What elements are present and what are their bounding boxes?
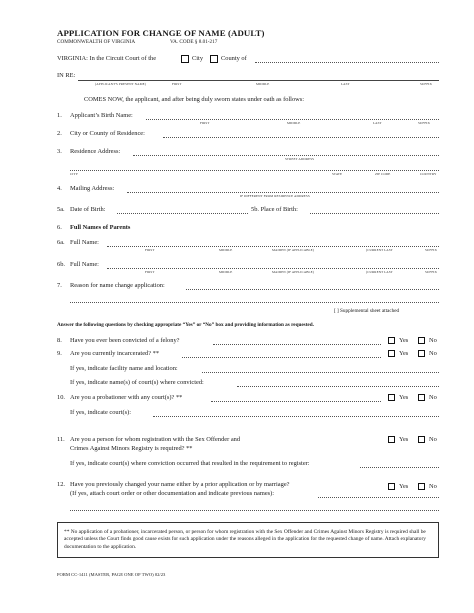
caption-first: FIRST: [200, 121, 210, 125]
caption-country: COUNTRY: [420, 172, 437, 176]
q9-leader: [182, 357, 381, 358]
yes-label: Yes: [399, 337, 409, 344]
caption-first: FIRST: [172, 82, 182, 86]
caption-current-last: (CURRENT LAST: [366, 248, 393, 252]
caption-first: FIRST: [145, 248, 155, 252]
city-label: City: [192, 55, 204, 62]
q9-no-checkbox[interactable]: [418, 350, 425, 357]
residence-street-field[interactable]: [133, 155, 439, 156]
q10-num: 10.: [57, 394, 65, 401]
previous-names-field-2[interactable]: [70, 510, 439, 511]
q10-yes-checkbox[interactable]: [388, 394, 395, 401]
q9b-text: If yes, indicate name(s) of court(s) where convicted:: [70, 379, 204, 386]
q12-yes-checkbox[interactable]: [388, 483, 395, 490]
q11-text-line-1: Are you a person for whom registration with the Sex Offender and: [70, 436, 241, 443]
in-re-label: IN RE:: [57, 72, 76, 79]
mailing-address-field[interactable]: [127, 192, 439, 193]
comes-now-text: COMES NOW, the applicant, and after being duly sworn states under oath as follows:: [84, 96, 305, 103]
convicting-court-field[interactable]: [237, 386, 439, 387]
probation-court-field[interactable]: [153, 416, 439, 417]
item-5a-num: 5a.: [57, 206, 65, 213]
caption-middle: MIDDLE: [219, 248, 233, 252]
residence-city-field[interactable]: [70, 170, 439, 171]
caption-city: CITY: [70, 172, 79, 176]
commonwealth-label: COMMONWEALTH OF VIRGINIA: [57, 39, 136, 45]
no-label: No: [429, 436, 437, 443]
yes-label: Yes: [399, 350, 409, 357]
q8-leader: [213, 344, 381, 345]
caption-current-last: (CURRENT LAST: [366, 270, 393, 274]
caption-middle: MIDDLE: [256, 82, 270, 86]
court-prefix: VIRGINIA: In the Circuit Court of the: [57, 55, 157, 62]
q12-num: 12.: [57, 481, 65, 488]
item-1-label: Applicant’s Birth Name:: [70, 112, 133, 119]
item-6-label: Full Names of Parents: [70, 224, 131, 231]
item-6-num: 6.: [57, 224, 62, 231]
q12-text-line-2: (If yes, attach court order or other documentation and indicate previous names):: [70, 490, 275, 497]
form-footer: FORM CC-1411 (MASTER, PAGE ONE OF TWO) 02/23: [57, 572, 166, 577]
q8-yes-checkbox[interactable]: [388, 337, 395, 344]
place-of-birth-field[interactable]: [310, 213, 439, 214]
va-code-label: VA. CODE § 8.01-217: [170, 39, 218, 45]
yes-label: Yes: [399, 436, 409, 443]
caption-last: LAST: [341, 82, 350, 86]
item-7-label: Reason for name change application:: [70, 282, 165, 289]
instructions-text: Answer the following questions by checking appropriate “Yes” or “No” box and providing information as requested.: [57, 322, 314, 328]
q10-no-checkbox[interactable]: [418, 394, 425, 401]
item-2-num: 2.: [57, 130, 62, 137]
no-label: No: [429, 394, 437, 401]
q8-no-checkbox[interactable]: [418, 337, 425, 344]
parent-b-name-field[interactable]: [107, 268, 439, 269]
item-4-num: 4.: [57, 185, 62, 192]
q9-yes-checkbox[interactable]: [388, 350, 395, 357]
q11-yes-checkbox[interactable]: [388, 436, 395, 443]
caption-mailing: IF DIFFERENT FROM RESIDENCE ADDRESS: [240, 194, 310, 198]
birth-name-field[interactable]: [146, 119, 439, 120]
item-6a-num: 6a.: [57, 239, 65, 246]
in-re-name-field[interactable]: [78, 80, 439, 81]
q11a-text: If yes, indicate court(s) where conviction occurred that resulted in the requirement to register:: [70, 460, 310, 467]
item-3-label: Residence Address:: [70, 148, 121, 155]
item-6b-label: Full Name:: [70, 261, 99, 268]
parent-a-name-field[interactable]: [107, 246, 439, 247]
caption-suffix: SUFFIX: [425, 248, 437, 252]
q9-num: 9.: [57, 350, 62, 357]
q8-text: Have you ever been convicted of a felony?: [70, 337, 180, 344]
item-5a-label: Date of Birth:: [70, 206, 106, 213]
caption-maiden: MAIDEN (IF APPLICABLE): [272, 270, 314, 274]
q9a-text: If yes, indicate facility name and location:: [70, 365, 178, 372]
item-6b-num: 6b.: [57, 261, 65, 268]
reason-field-line-1[interactable]: [186, 289, 439, 290]
county-checkbox[interactable]: [210, 55, 218, 63]
probationer-note-text: ** No application of a probationer, incarcerated person, or person for whom registration with the Sex Offender and Crimes Against Minors Registry is required shall be accepted unless the Court finds good cause exists for such application under the reasons alleged in the application for the requested change of name. Attach explanatory documentation to the application.: [64, 529, 426, 550]
caption-maiden: MAIDEN (IF APPLICABLE): [272, 248, 314, 252]
form-title: APPLICATION FOR CHANGE OF NAME (ADULT): [57, 28, 265, 38]
item-1-num: 1.: [57, 112, 62, 119]
item-5b-label: 5b. Place of Birth:: [251, 206, 298, 213]
q12-text-line-1: Have you previously changed your name either by a prior application or by marriage?: [70, 481, 290, 488]
q11-text-line-2: Crimes Against Minors Registry is required? **: [70, 445, 193, 452]
item-6a-label: Full Name:: [70, 239, 99, 246]
no-label: No: [429, 350, 437, 357]
reason-field-line-2[interactable]: [70, 302, 439, 303]
q12-no-checkbox[interactable]: [418, 483, 425, 490]
item-3-num: 3.: [57, 148, 62, 155]
q9-text: Are you currently incarcerated? **: [70, 350, 160, 357]
yes-label: Yes: [399, 394, 409, 401]
city-checkbox[interactable]: [181, 55, 189, 63]
caption-zip: ZIP CODE: [375, 172, 391, 176]
caption-suffix: SUFFIX: [425, 270, 437, 274]
date-of-birth-field[interactable]: [117, 213, 248, 214]
no-label: No: [429, 483, 437, 490]
caption-suffix: SUFFIX: [418, 121, 430, 125]
court-name-field[interactable]: [255, 62, 439, 63]
item-2-label: City or County of Residence:: [70, 130, 145, 137]
caption-middle: MIDDLE: [287, 121, 301, 125]
yes-label: Yes: [399, 483, 409, 490]
item-7-num: 7.: [57, 282, 62, 289]
caption-first: FIRST: [145, 270, 155, 274]
item-4-label: Mailing Address:: [70, 185, 115, 192]
supplemental-sheet-checkbox[interactable]: [ ] Supplemental sheet attached: [334, 308, 400, 314]
q11-no-checkbox[interactable]: [418, 436, 425, 443]
q10a-text: If yes, indicate court(s):: [70, 409, 132, 416]
previous-names-field-1[interactable]: [318, 497, 439, 498]
probationer-note-box: [57, 522, 439, 558]
county-label: County of: [221, 55, 247, 62]
q8-num: 8.: [57, 337, 62, 344]
residence-locality-field[interactable]: [163, 137, 439, 138]
facility-field[interactable]: [202, 372, 439, 373]
no-label: No: [429, 337, 437, 344]
caption-present-name: (APPLICANT'S PRESENT NAME): [95, 82, 146, 86]
caption-middle: MIDDLE: [219, 270, 233, 274]
q11-num: 11.: [57, 436, 65, 443]
caption-street-address: STREET ADDRESS: [285, 157, 315, 161]
q10-leader: [211, 401, 381, 402]
caption-state: STATE: [332, 172, 343, 176]
q10-text: Are you a probationer with any court(s)? **: [70, 394, 183, 401]
caption-suffix: SUFFIX: [420, 82, 432, 86]
caption-last: LAST: [373, 121, 382, 125]
registration-court-field[interactable]: [360, 467, 439, 468]
